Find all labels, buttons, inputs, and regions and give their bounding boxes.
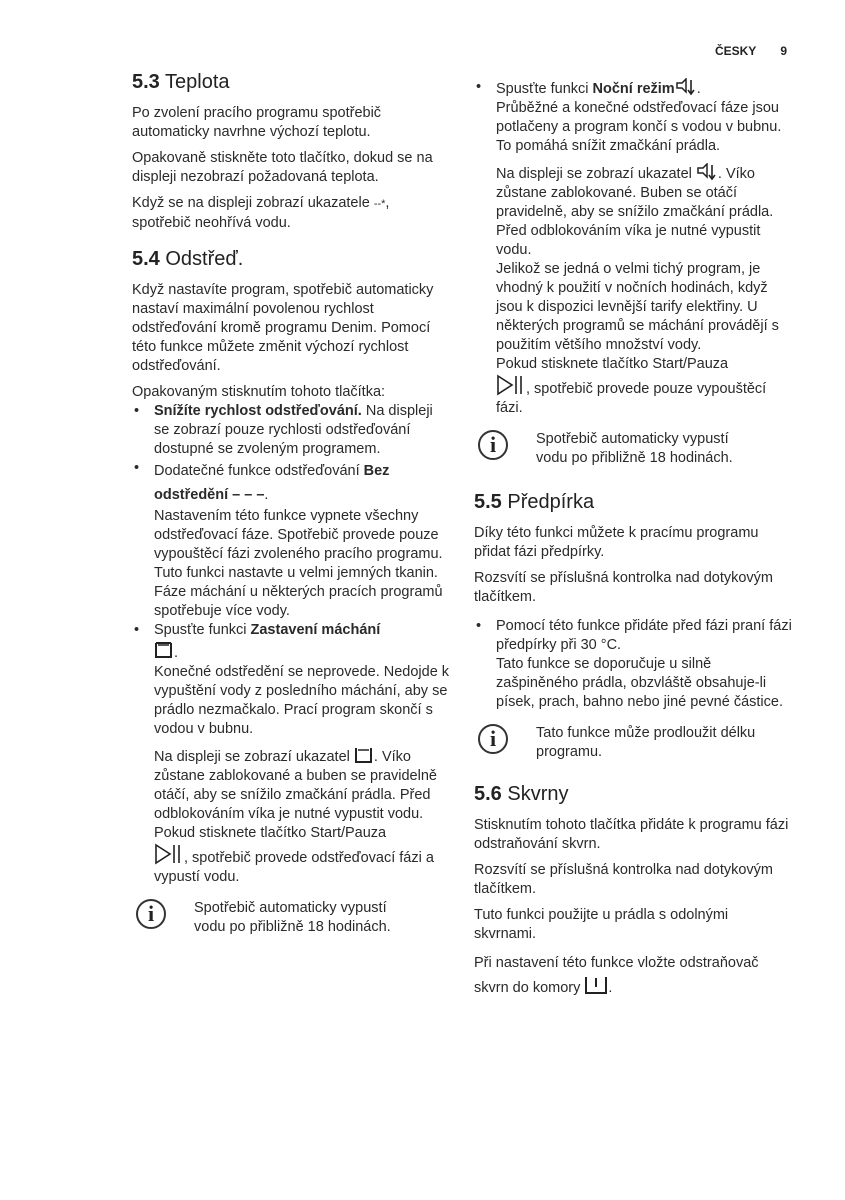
section-title: Skvrny <box>507 783 569 805</box>
info-note <box>132 899 452 937</box>
list-item: • Pomocí této funkce přidáte před fázi praní fázi předpírky při 30 °C. Tato funkce se doporučuje u silně zašpiněného prádla, obzvláště obsahuje-li písek, prach, bahno nebo jiné pevné částice. <box>474 617 794 712</box>
section-number: 5.3 <box>132 71 160 93</box>
section-title: Odstřeď. <box>165 248 244 270</box>
language-label: ČESKY <box>714 44 757 58</box>
rinse-hold-icon <box>154 640 174 660</box>
paragraph: Při nastavení této funkce vložte odstraňovač skvrn do komory . <box>474 955 759 996</box>
section-heading <box>474 490 794 514</box>
info-icon: i <box>136 899 166 929</box>
paragraph: Rozsvítí se příslušná kontrolka nad dotykovým tlačítkem. <box>474 862 773 897</box>
section-heading <box>474 782 794 806</box>
stain-compartment-icon <box>584 975 608 995</box>
paragraph: Opakovaně stiskněte toto tlačítko, dokud se na displeji nezobrazí požadovaná teplota. <box>132 150 433 185</box>
paragraph: Díky této funkci můžete k pracímu programu přidat fázi předpírky. <box>474 525 759 560</box>
note-text: Spotřebič automaticky vypustí vodu po přibližně 18 hodinách. <box>536 431 733 466</box>
section-title: Teplota <box>165 71 230 93</box>
night-mode-icon <box>675 78 697 96</box>
section-number: 5.5 <box>474 491 502 513</box>
paragraph: Po zvolení pracího programu spotřebič automaticky navrhne výchozí teplotu. <box>132 105 382 140</box>
list-item: • Dodatečné funkce odstřeďování Bez odstředění – – –. Nastavením této funkce vypnete všechny odstřeďovací fáze. Spotřebič provede pouze vypouštěcí fázi zvoleného pracího programu. Tuto funkci nastavte u velmi jemných tkanin. Fáze máchání u některých pracích programů spotřebuje více vody. <box>132 459 452 621</box>
section-heading <box>132 70 452 94</box>
section-heading <box>132 247 452 271</box>
list-item: • Spusťte funkci Noční režim . Průběžné a konečné odstřeďovací fáze jsou potlačeny a program končí s vodou v bubnu. To pomáhá snížit zmačkání prádla. Na displeji se zobrazí ukazatel . Víko zůstane zablokované. Buben se otáčí pravidelně, aby se snížilo zmačkání prádla. Před odblokováním víka je nutné vypustit vodu. Jelikož se jedná o velmi tichý program, je vhodný k použití v nočních hodinách, když jsou k dispozici levnější tarify elektřiny. U některých programů se máchání provádějí s použitím většího množství vody. Pokud stisknete tlačítko Start/Pauza , spotřebič provede pouze vypouštěcí fázi. <box>474 78 794 418</box>
info-icon: i <box>478 430 508 460</box>
paragraph: Když nastavíte program, spotřebič automaticky nastaví maximální povolenou rychlost odstřeďování kromě programu Denim. Pomocí této funkce můžete změnit výchozí rychlost odstřeďování. <box>132 282 434 374</box>
section-title: Předpírka <box>507 491 595 513</box>
temp-off-symbol: --* <box>373 198 386 210</box>
left-column <box>132 70 452 951</box>
section-5-6 <box>474 782 794 1000</box>
paragraph: Když se na displeji zobrazí ukazatele --*, spotřebič neohřívá vodu. <box>132 195 390 231</box>
section-5-4 <box>132 247 452 937</box>
night-mode-icon <box>696 163 718 181</box>
info-icon: i <box>478 724 508 754</box>
paragraph: Tuto funkci použijte u prádla s odolnými skvrnami. <box>474 907 729 942</box>
list-item: • Spusťte funkci Zastavení máchání . Konečné odstředění se neprovede. Nedojde k vypuštění vody z posledního máchání, aby se prádlo nezmačkalo. Prací program skončí s vodou v bubnu. Na displeji se zobrazí ukazatel . Víko zůstane zablokované a buben se pravidelně otáčí, aby se snížilo zmačkání prádla. Před odblokováním víka je nutné vypustit vodu. Pokud stisknete tlačítko Start/Pauza , spotřebič provede odstřeďovací fázi a vypustí vodu. <box>132 621 452 887</box>
section-number: 5.4 <box>132 248 160 270</box>
section-5-3 <box>132 70 452 233</box>
rinse-hold-icon <box>354 746 374 764</box>
section-5-5 <box>474 490 794 762</box>
note-text: Spotřebič automaticky vypustí vodu po přibližně 18 hodinách. <box>194 900 391 935</box>
start-pause-icon <box>496 374 526 396</box>
list-item: • Snížíte rychlost odstřeďování. Na displeji se zobrazí pouze rychlosti odstřeďování dostupné se zvoleným programem. <box>132 402 452 459</box>
page-number: 9 <box>780 44 787 58</box>
paragraph: Opakovaným stisknutím tohoto tlačítka: <box>132 384 386 400</box>
section-number: 5.6 <box>474 783 502 805</box>
option-list <box>474 78 794 418</box>
paragraph: Stisknutím tohoto tlačítka přidáte k programu fázi odstraňování skvrn. <box>474 817 789 852</box>
option-list <box>474 617 794 712</box>
right-column <box>474 78 794 1014</box>
start-pause-icon <box>154 843 184 865</box>
page-header <box>715 44 787 58</box>
note-text: Tato funkce může prodloužit délku programu. <box>536 725 756 760</box>
option-list <box>132 402 452 887</box>
paragraph: Rozsvítí se příslušná kontrolka nad dotykovým tlačítkem. <box>474 570 773 605</box>
info-note <box>474 430 794 468</box>
info-note <box>474 724 794 762</box>
